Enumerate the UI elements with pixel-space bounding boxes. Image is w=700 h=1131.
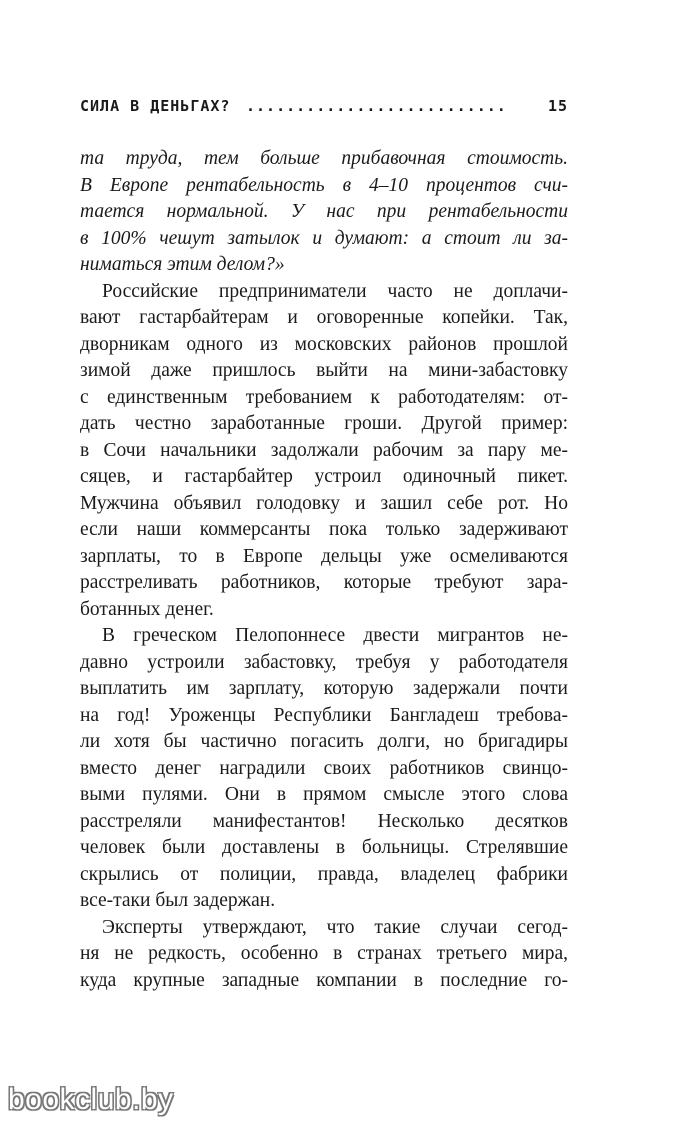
text-line: дворникам одного из московских районов прошлой bbox=[80, 333, 568, 355]
watermark: bookclub.by bbox=[8, 1083, 174, 1116]
text-line: на год! Уроженцы Республики Бангладеш требова- bbox=[80, 704, 568, 726]
text-line: ня не редкость, особенно в странах третьего мира, bbox=[80, 943, 568, 964]
text-line: скрылись от полиции, правда, владелец фабрики bbox=[80, 863, 568, 885]
text-line: ниматься этим делом?» bbox=[80, 254, 285, 275]
running-head-leader-dots: .......................... bbox=[246, 97, 507, 115]
body-text bbox=[80, 146, 568, 994]
text-line: зарплаты, то в Европе дельцы уже осмеливаются bbox=[80, 545, 568, 567]
text-line: Мужчина объявил голодовку и зашил себе рот. Но bbox=[80, 492, 568, 514]
text-line: вают гастарбайтерам и оговоренные копейки. Так, bbox=[80, 307, 568, 328]
running-head-title: СИЛА В ДЕНЬГАХ? bbox=[80, 97, 231, 115]
paragraph-1 bbox=[80, 279, 568, 624]
page-number: 15 bbox=[547, 97, 568, 115]
paragraph-2 bbox=[80, 623, 568, 915]
text-line: выми пулями. Они в прямом смысле этого слова bbox=[80, 784, 568, 805]
text-line: человек были доставлены в больницы. Стрелявшие bbox=[80, 837, 568, 858]
text-line: куда крупные западные компании в последние го- bbox=[80, 969, 568, 991]
text-line: тается нормальной. У нас при рентабельности bbox=[80, 201, 568, 222]
text-line: расстреляли манифестантов! Несколько десятков bbox=[80, 810, 568, 832]
text-line: в 100% чешут затылок и думают: а стоит ли за- bbox=[80, 227, 568, 249]
text-line: расстреливать работников, которые требуют зара- bbox=[80, 572, 568, 593]
text-line: В Европе рентабельность в 4–10 процентов счи- bbox=[80, 174, 568, 196]
text-line: Эксперты утверждают, что такие случаи сегод- bbox=[102, 916, 568, 938]
text-line: давно устроили забастовку, требуя у работодателя bbox=[80, 651, 568, 673]
text-line: та труда, тем больше прибавочная стоимость. bbox=[80, 148, 568, 169]
text-line: зимой даже пришлось выйти на мини-забастовку bbox=[80, 360, 568, 381]
text-line: сяцев, и гастарбайтер устроил одиночный пикет. bbox=[80, 466, 568, 487]
text-line: если наши коммерсанты пока только задерживают bbox=[80, 519, 568, 540]
text-line: Российские предприниматели часто не доплачи- bbox=[102, 280, 568, 302]
text-line: дать честно заработанные гроши. Другой пример: bbox=[80, 413, 568, 434]
text-line: В греческом Пелопоннесе двести мигрантов не- bbox=[102, 625, 568, 646]
text-line: выплатить им зарплату, которую задержали почти bbox=[80, 678, 568, 699]
paragraph-3 bbox=[80, 915, 568, 995]
text-line: ботанных денег. bbox=[80, 598, 214, 620]
quote-continuation bbox=[80, 146, 568, 279]
text-line: все-таки был задержан. bbox=[80, 890, 276, 911]
text-line: ли хотя бы частично погасить долги, но бригадиры bbox=[80, 731, 568, 752]
running-head bbox=[80, 97, 568, 121]
text-line: вместо денег наградили своих работников свинцо- bbox=[80, 757, 568, 779]
text-line: в Сочи начальники задолжали рабочим за пару ме- bbox=[80, 439, 568, 461]
text-line: с единственным требованием к работодателям: от- bbox=[80, 386, 568, 408]
